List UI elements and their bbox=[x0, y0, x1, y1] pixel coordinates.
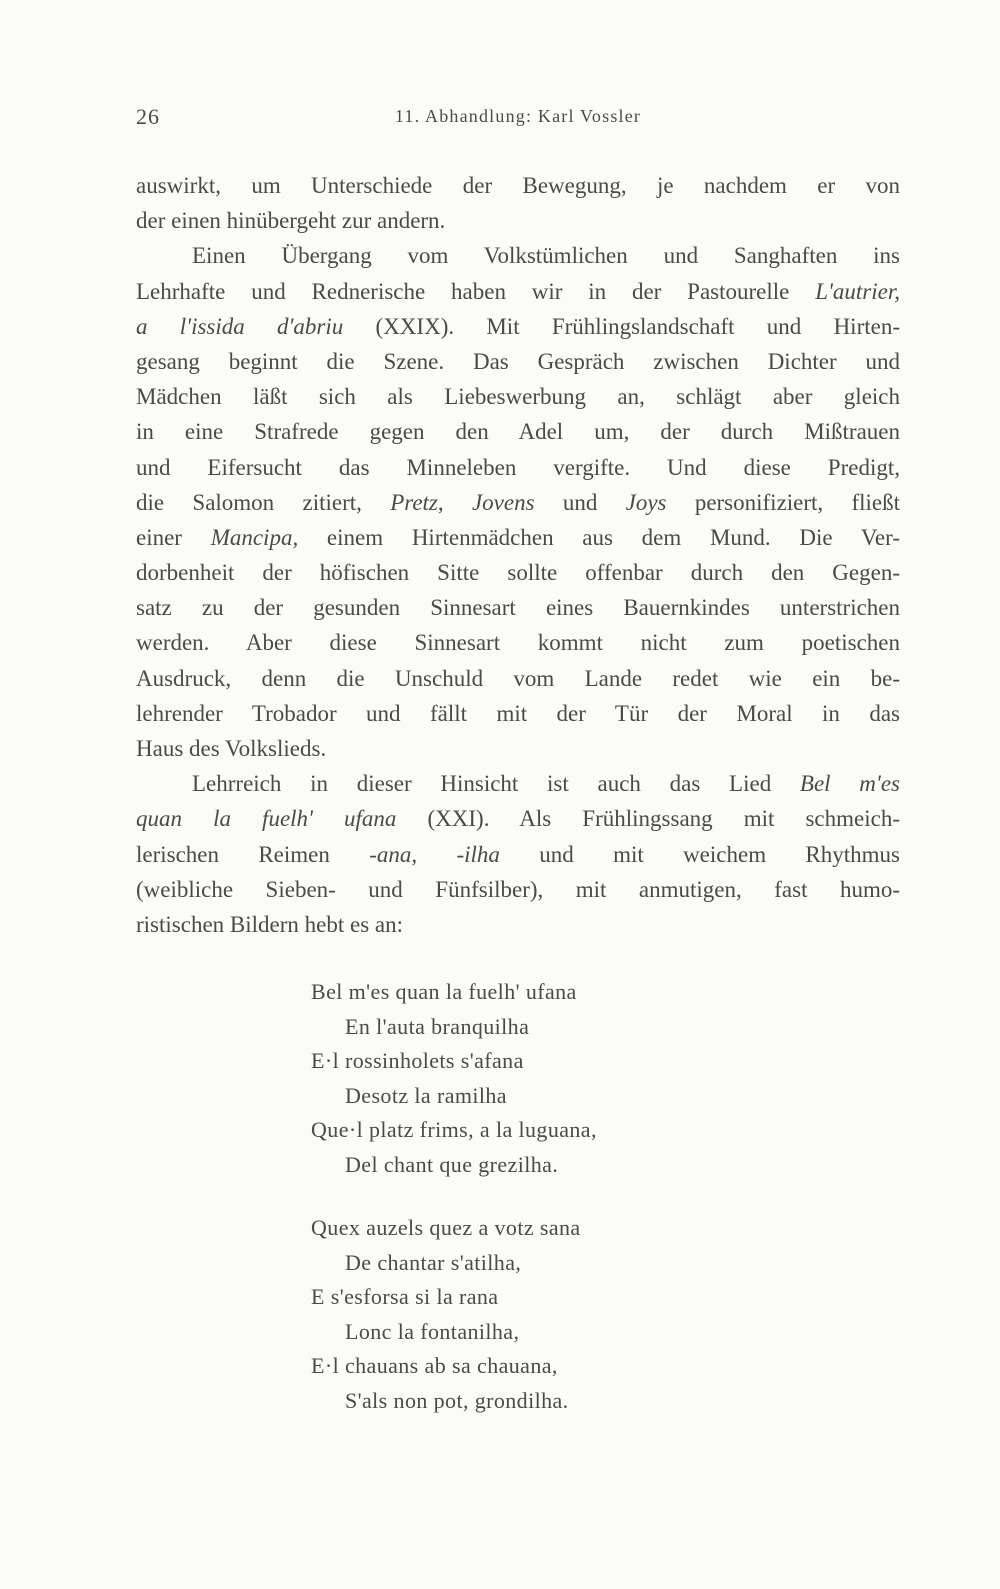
poem-stanza-2 bbox=[311, 1211, 731, 1418]
text-span: einer bbox=[136, 524, 211, 550]
poem-line: Quex auzels quez a votz sana bbox=[311, 1215, 581, 1240]
text-span: dorbenheit der höfischen Sitte sollte offenbar durch den Gegen- bbox=[136, 560, 900, 586]
page-header bbox=[136, 104, 900, 140]
text-line bbox=[136, 766, 900, 801]
text-line bbox=[136, 837, 900, 872]
text-span: (XXIX). Mit Frühlingslandschaft und Hirten- bbox=[343, 313, 900, 339]
text-span: und Eifersucht das Minneleben vergifte. Und diese Predigt, bbox=[136, 454, 900, 480]
italic-text: Bel m'es bbox=[799, 771, 900, 797]
page-number: 26 bbox=[136, 104, 160, 129]
italic-text: Pretz bbox=[390, 489, 438, 515]
italic-text: Jovens bbox=[471, 489, 535, 515]
text-line bbox=[136, 309, 900, 344]
text-span: Mädchen läßt sich als Liebeswerbung an, schlägt aber gleich bbox=[136, 384, 900, 410]
text-line bbox=[136, 590, 900, 625]
poem-line: De chantar s'atilha, bbox=[345, 1249, 522, 1275]
text-line bbox=[136, 661, 900, 696]
text-line bbox=[136, 238, 900, 273]
italic-text: Mancipa, bbox=[210, 524, 299, 550]
text-line bbox=[136, 168, 900, 203]
italic-text: Joys bbox=[625, 489, 667, 515]
text-span: Ausdruck, denn die Unschuld vom Lande redet wie ein be- bbox=[136, 665, 900, 691]
text-line bbox=[136, 344, 900, 379]
text-span: Lehrreich in dieser Hinsicht ist auch das Lied bbox=[192, 771, 800, 797]
text-line bbox=[136, 872, 900, 907]
prose-body bbox=[136, 168, 900, 942]
text-span: Haus des Volkslieds. bbox=[136, 736, 327, 761]
text-span: satz zu der gesunden Sinnesart eines Bauernkindes unterstrichen bbox=[136, 595, 900, 621]
text-line bbox=[136, 450, 900, 485]
running-head: 11. Abhandlung: Karl Vossler bbox=[394, 106, 642, 126]
italic-text: -ana bbox=[369, 841, 412, 867]
text-line bbox=[136, 203, 900, 238]
text-span: der einen hinübergeht zur andern. bbox=[136, 208, 446, 234]
poem-line: Bel m'es quan la fuelh' ufana bbox=[311, 979, 577, 1004]
text-span: werden. Aber diese Sinnesart kommt nicht zum poetischen bbox=[136, 630, 900, 656]
text-span: gesang beginnt die Szene. Das Gespräch zwischen Dichter und bbox=[136, 348, 900, 374]
text-span: in eine Strafrede gegen den Adel um, der durch Mißtrauen bbox=[136, 419, 900, 445]
text-span: und mit weichem Rhythmus bbox=[499, 841, 900, 867]
poem-line: Lonc la fontanilha, bbox=[345, 1318, 520, 1344]
text-line bbox=[136, 731, 900, 766]
text-line bbox=[136, 274, 900, 309]
italic-text: a l'issida d'abriu bbox=[136, 313, 344, 339]
poem-stanza-1 bbox=[311, 975, 731, 1182]
text-span: (XXI). Als Frühlingssang mit schmeich- bbox=[396, 806, 900, 832]
text-span: lerischen Reimen bbox=[136, 841, 370, 867]
text-span: , bbox=[411, 841, 457, 867]
text-span: einem Hirtenmädchen aus dem Mund. Die Ver- bbox=[298, 524, 901, 550]
text-line bbox=[136, 414, 900, 449]
text-span: und bbox=[534, 489, 626, 515]
text-span: lehrender Trobador und fällt mit der Tür der Moral in das bbox=[136, 700, 900, 726]
poem-line: E·l chauans ab sa chauana, bbox=[311, 1353, 558, 1378]
text-span: (weibliche Sieben- und Fünfsilber), mit anmutigen, fast humo- bbox=[136, 876, 900, 902]
text-span: ristischen Bildern hebt es an: bbox=[136, 911, 403, 937]
text-line bbox=[136, 379, 900, 414]
italic-text: L'autrier, bbox=[815, 278, 900, 304]
text-span: die Salomon zitiert, bbox=[136, 489, 391, 515]
poem-line: Desotz la ramilha bbox=[345, 1082, 507, 1108]
text-line bbox=[136, 485, 900, 520]
text-span: personifiziert, fließt bbox=[666, 489, 901, 515]
text-span: auswirkt, um Unterschiede der Bewegung, je nachdem er von bbox=[136, 173, 900, 198]
text-span: Lehrhafte und Rednerische haben wir in der Pastourelle bbox=[136, 278, 816, 304]
text-line bbox=[136, 625, 900, 660]
text-line bbox=[136, 520, 900, 555]
italic-text: quan la fuelh' ufana bbox=[136, 806, 397, 832]
text-line bbox=[136, 696, 900, 731]
text-span: Einen Übergang vom Volkstümlichen und Sanghaften ins bbox=[192, 243, 900, 269]
poem-line: E s'esforsa si la rana bbox=[311, 1284, 499, 1309]
italic-text: -ilha bbox=[456, 841, 500, 867]
text-line bbox=[136, 801, 900, 836]
poem-line: En l'auta branquilha bbox=[345, 1013, 530, 1039]
poem-line: Que·l platz frims, a la luguana, bbox=[311, 1117, 597, 1142]
text-line bbox=[136, 555, 900, 590]
text-span: , bbox=[437, 489, 472, 515]
poem-line: S'als non pot, grondilha. bbox=[345, 1387, 569, 1413]
poem-line: Del chant que grezilha. bbox=[345, 1151, 559, 1177]
poem-line: E·l rossinholets s'afana bbox=[311, 1048, 524, 1073]
text-line bbox=[136, 907, 900, 942]
